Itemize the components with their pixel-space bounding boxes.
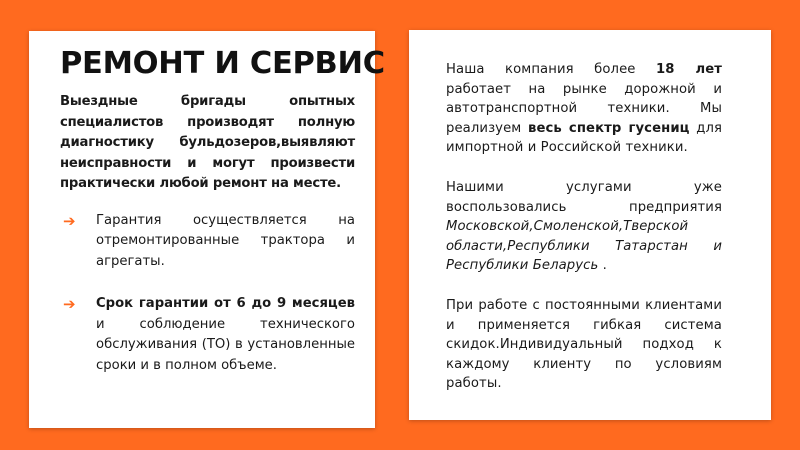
company-paragraph [446,60,722,158]
list-item [60,211,355,273]
text-segment: . [598,258,607,274]
arrow-right-icon: ➔ [63,295,76,313]
text-segment: Нашими услугами уже воспользовались предприятия [446,179,722,215]
services-card [29,31,385,428]
company-info-card [409,30,771,420]
text-segment: работает на рынке дорожной и автотранспортной техники. Мы реализуем [446,81,722,136]
warranty-term-highlight: Срок гарантии от 6 до 9 месяцев [96,296,355,311]
regions-list: Московской,Смоленской,Тверской области,Республики Татарстан и Республики Беларусь [446,219,722,274]
intro-paragraph: Выездные бригады опытных специалистов производят полную диагностику бульдозеров,выявляют неисправности и могут произвести практически любой ремонт на месте. [60,94,355,191]
text-segment: Наша компания более [446,62,656,77]
list-item-text: Гарантия осуществляется на отремонтированные трактора и агрегаты. [96,212,355,269]
text-segment: для импортной и Российской техники. [446,120,723,156]
list-item-text: и соблюдение технического обслуживания (ТО) в установленные сроки и в полном объеме. [96,316,355,373]
clients-paragraph [446,178,722,276]
years-highlight: 18 лет [656,62,722,77]
tracks-range-highlight: весь спектр гусениц [528,120,690,136]
page-title: РЕМОНТ И СЕРВИС [60,46,385,81]
list-item [60,294,355,376]
discounts-paragraph: При работе с постоянными клиентами и применяется гибкая система скидок.Индивидуальный подход к каждому клиенту по условиям работы. [446,297,722,392]
guarantee-list [60,211,355,377]
arrow-right-icon: ➔ [63,211,76,230]
